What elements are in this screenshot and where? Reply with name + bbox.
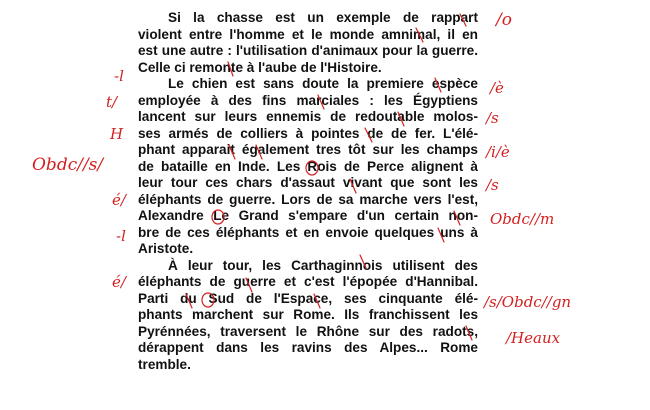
text-line: tremble. xyxy=(138,356,191,372)
text-line: Parti du Sud de l'Espace, ses cinquante élé- xyxy=(138,290,478,306)
correction-circle xyxy=(306,161,318,175)
margin-mark-left: t/ xyxy=(106,93,118,111)
margin-mark-right: /s xyxy=(486,109,499,127)
text-line: phants marchent sur Rome. Ils franchissent les xyxy=(138,307,478,322)
margin-mark-left: -l xyxy=(116,227,126,245)
text-line: bre de ces éléphants et en envoie quelques uns à xyxy=(138,224,478,240)
text-line: ses armés de colliers à pointes de de fer. L'élé- xyxy=(138,125,478,141)
text-line: phant apparait également tres tôt sur les champs xyxy=(138,142,478,157)
correction-stroke xyxy=(186,294,192,308)
margin-mark-left: Obdc//s/ xyxy=(32,155,104,175)
text-line: Si la chasse est un exemple de rappart xyxy=(168,10,478,25)
correction-stroke xyxy=(228,62,233,76)
margin-mark-right: /Heaux xyxy=(506,329,561,347)
text-line: éléphants de guerre et c'est l'épopée d'Hannibal. xyxy=(138,274,478,289)
text-line: Aristote. xyxy=(138,241,194,256)
correction-stroke xyxy=(350,179,356,193)
correction-stroke xyxy=(435,78,441,92)
correction-stroke xyxy=(246,278,252,292)
correction-stroke xyxy=(229,145,235,159)
correction-stroke xyxy=(256,145,262,159)
correction-stroke xyxy=(460,14,466,26)
correction-stroke xyxy=(314,294,320,308)
margin-mark-left: -l xyxy=(114,67,124,85)
text-line: dérappent dans les ravins des Alpes... Rome xyxy=(138,340,478,355)
text-line: de bataille en Inde. Les Rois de Perce alignent à xyxy=(138,158,478,174)
correction-stroke xyxy=(365,128,372,142)
correction-stroke xyxy=(416,28,423,42)
text-line: À leur tour, les Carthaginnois utilisent des xyxy=(168,257,478,273)
margin-mark-left: é/ xyxy=(112,273,126,291)
margin-mark-right: /s/Obdc//gn xyxy=(484,293,572,311)
text-line: Alexandre Le Grand s'empare d'un certain non- xyxy=(138,208,478,223)
text-line: leur tour ces chars d'assaut vivant que sont les xyxy=(138,175,478,190)
margin-mark-right: /è xyxy=(490,79,504,97)
correction-stroke xyxy=(398,112,404,126)
margin-mark-left: H xyxy=(110,125,124,143)
correction-stroke xyxy=(466,326,472,340)
text-line: est une autre : l'utilisation d'animaux pour la guerre. xyxy=(138,43,478,58)
margin-mark-left: é/ xyxy=(112,191,126,209)
correction-circle xyxy=(212,210,224,224)
correction-stroke xyxy=(454,211,460,225)
margin-mark-right: /o xyxy=(496,10,512,30)
margin-mark-right: /i/è xyxy=(486,143,510,161)
text-line: éléphants de guerre. Lors de sa marche vers l'est, xyxy=(138,191,478,207)
text-line: Celle ci remonte à l'aube de l'Histoire. xyxy=(138,59,382,75)
margin-mark-right: Obdc//m xyxy=(490,210,555,228)
text-line: Le chien est sans doute la premiere espèce xyxy=(168,76,478,91)
correction-stroke xyxy=(360,255,366,268)
correction-stroke xyxy=(438,228,444,242)
text-line: Pyrénnées, traversent le Rhône sur des radots, xyxy=(138,323,478,339)
text-line: employée à des fins marciales : les Égyptiens xyxy=(138,92,478,108)
text-line: lancent sur leurs ennemis de redoutable molos- xyxy=(138,109,478,124)
correction-circle xyxy=(202,293,214,307)
margin-mark-right: /s xyxy=(486,176,499,194)
correction-stroke xyxy=(318,95,324,109)
text-line: violent entre l'homme et le monde amnimal, il en xyxy=(138,26,478,42)
